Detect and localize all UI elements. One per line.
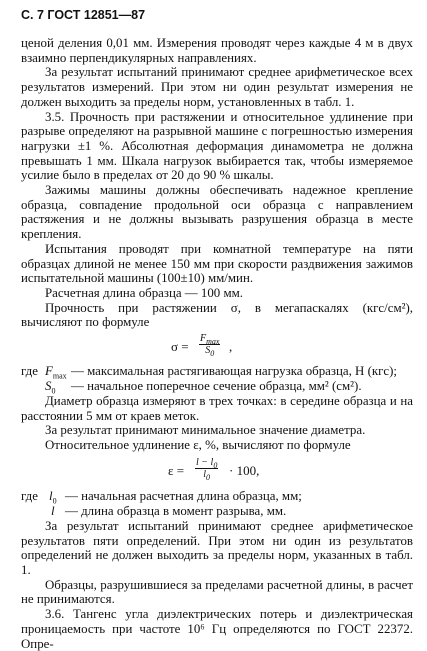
paragraph: Образцы, разрушившиеся за пределами расчетной длины, в расчет не принимаются. (21, 577, 413, 607)
formula-numerator: l − l (196, 456, 214, 468)
formula-tail: · 100, (229, 462, 260, 478)
paragraph: За результат принимают минимальное значение диаметра. (45, 423, 366, 438)
paragraph-section-3-5: 3.5. Прочность при растяжении и относительное удлинение при разрыве определяют на разрывной машине с погрешностью измерения нагрузки ±1 %. Абсолютная деформация динамометра не должна превышать 1 мм. Шкала нагрузок выбирается так, чтобы измеряемое усилие было в пределах от 20 до 90 % шкалы. (21, 109, 413, 183)
paragraph: Диаметр образца измеряют в трех точках: в середине образца и на расстоянии 5 мм от краев меток. (21, 394, 413, 423)
formula-tail: , (229, 339, 233, 355)
page-header: С. 7 ГОСТ 12851—87 (21, 8, 146, 22)
paragraph: За результат испытаний принимают среднее арифметическое результатов пяти определений. При этом ни один из результатов определений не должен выходить за пределы норм, указанных в табл. 1. (21, 518, 413, 577)
formula-lhs: ε = (168, 462, 185, 478)
paragraph: Расчетная длина образца — 100 мм. (45, 285, 244, 300)
formula-lhs: σ = (171, 339, 189, 355)
formula-elongation (21, 453, 413, 489)
paragraph: Испытания проводят при комнатной температуре на пяти образцах длиной не менее 150 мм при скорости раздвижения зажимов испытательной машины (100±10) мм/мин. (21, 241, 413, 286)
document-page (21, 6, 413, 651)
definition-f-max: где $F_{max}$ — максимальная растягивающая нагрузка образца, Н (кгс); (21, 364, 398, 381)
paragraph: ценой деления 0,01 мм. Измерения проводят через каждые 4 м в двух взаимно перпендикулярных направлениях. (21, 36, 413, 65)
formula-tensile-strength (21, 330, 413, 364)
paragraph: Прочность при растяжении σ, в мегапаскалях (кгс/см²), вычисляют по формуле (21, 300, 413, 330)
paragraph: Относительное удлинение ε, %, вычисляют по формуле (45, 438, 351, 453)
formula-fraction: $F_{max}$ $S_0$ (200, 333, 220, 359)
definition-l0: где $l_0$ — начальная расчетная длина образца, мм; (21, 488, 302, 506)
paragraph-section-3-6: 3.6. Тангенс угла диэлектрических потерь и диэлектрическая проницаемость при частоте 10⁶ Гц определяются по ГОСТ 22372. Опре- (21, 607, 413, 651)
formula-denominator: l (203, 468, 207, 480)
formula-fraction: $\frac{l - l_0}{l_0}$ (196, 456, 218, 482)
formula-denominator: S (205, 345, 211, 357)
definition-s0: $S_0$ — начальное поперечное сечение образца, мм² (см²). (45, 379, 362, 396)
paragraph: За результат испытаний принимают среднее арифметическое всех результатов измерений. При этом ни один результат измерения не должен выходить за пределы норм, установленных в табл. 1. (21, 65, 413, 109)
paragraph: Зажимы машины должны обеспечивать надежное крепление образца, совпадение продольной оси образца с направлением растяжения и не должны вызывать разрушения образца в месте крепления. (21, 183, 413, 242)
formula-numerator: F (200, 333, 207, 345)
definition-l: l — длина образца в момент разрыва, мм. (51, 503, 287, 518)
